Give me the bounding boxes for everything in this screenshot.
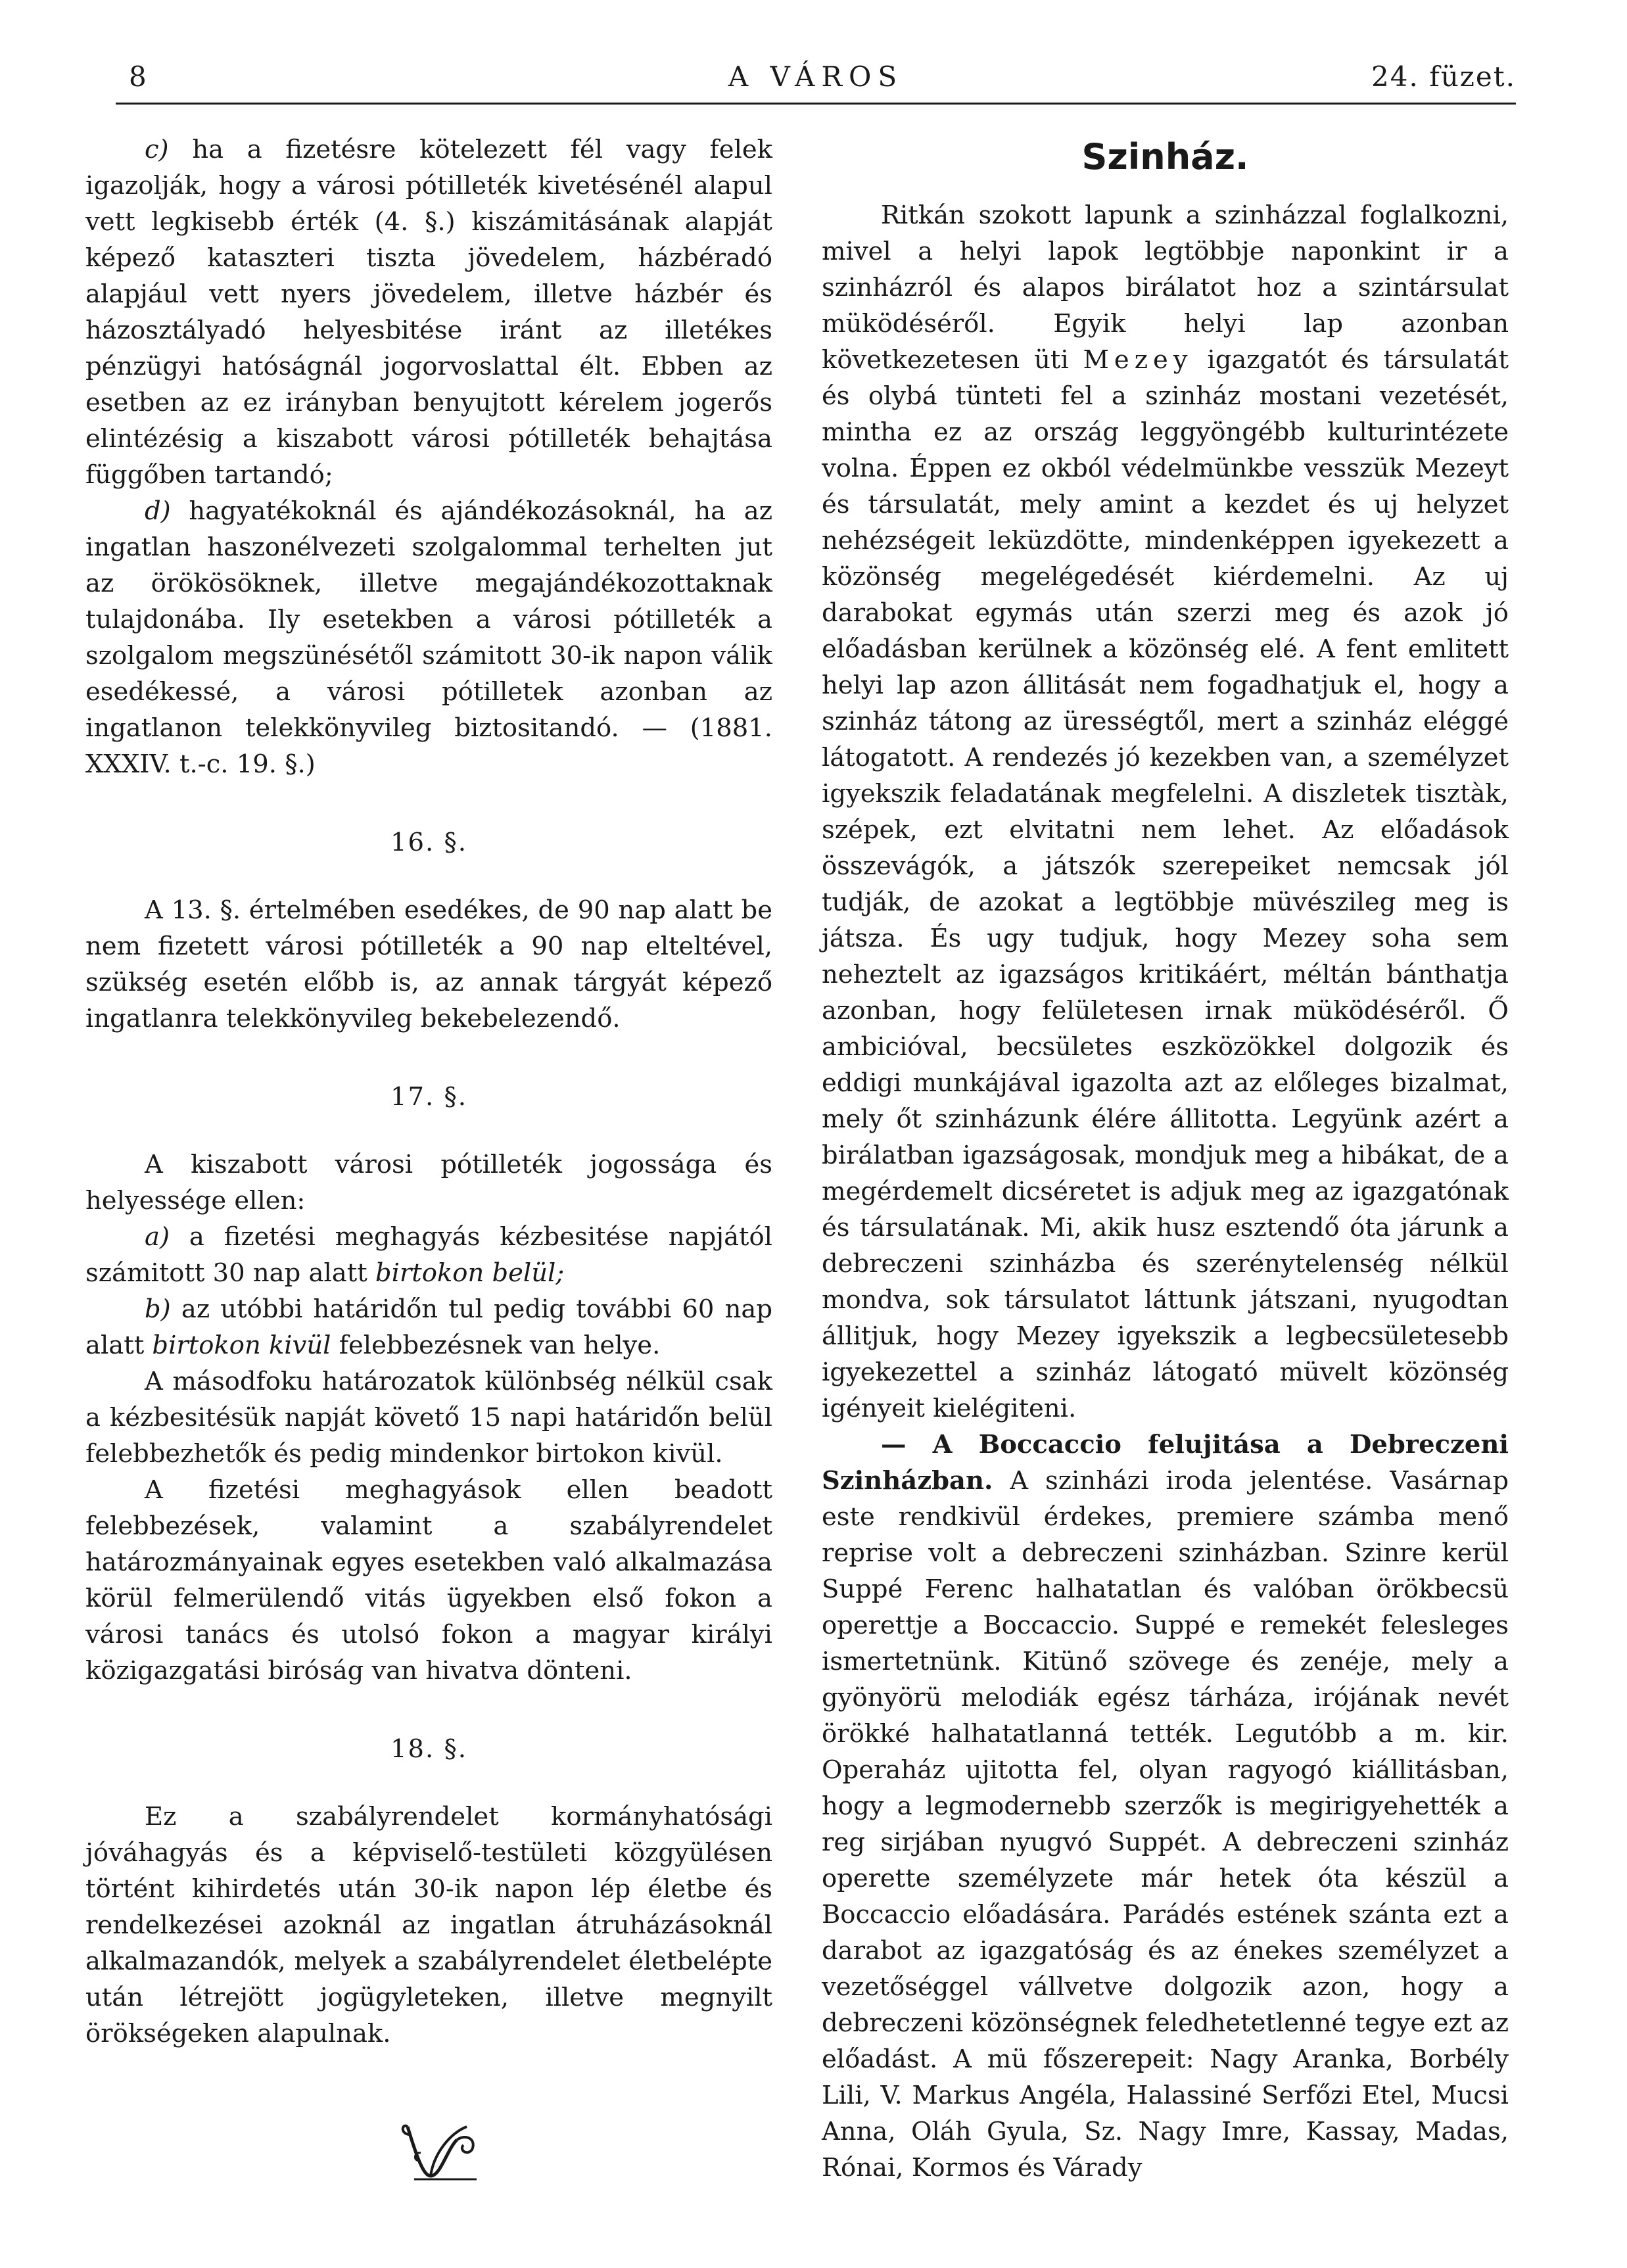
section-17-a-em: birtokon belül; xyxy=(375,1258,565,1288)
section-17-b xyxy=(85,1291,772,1363)
section-17-p2: A másodfoku határozatok különbség nélkül csak a kézbesitésük napját követő 15 napi határidőn belül felebbezhetők és pedig mindenkor birtokon kivül. xyxy=(85,1367,772,1469)
section-18-text: Ez a szabályrendelet kormányhatósági jóváhagyás és a képviselő-testületi közgyülésen történt kihirdetés után 30-ik napon lép életbe és rendelkezései azoknál az ingatlan átruházásoknál alkalmazandók, melyek a szabályrendelet életbelépte után létrejött jogügyleteken, illetve megnyilt örökségeken alapulnak. xyxy=(85,1802,772,2048)
section-17-p3: A fizetési meghagyások ellen beadott felebbezések, valamint a szabályrendelet határozmányainak egyes esetekben való alkalmazása körül felmerülendő vitás ügyekben első fokon a városi tanács és utolsó fokon a magyar királyi közigazgatási biróság van hivatva dönteni. xyxy=(85,1475,772,1686)
item-d-text: hagyatékoknál és ajándékozásoknál, ha az ingatlan haszonélvezeti szolgalommal terhelten jut az örökösöknek, illetve megajándékozottaknak tulajdonába. Ily esetekben a városi pótilleték a szolgalom megszünésétől számitott 30-ik napon válik esedékessé, a városi pótilletek azonban az ingatlanon telekkönyvileg biztositandó. — (1881. XXXIV. t.-c. 19. §.) xyxy=(85,496,772,779)
theatre-p1-b: igazgatót és társulatát és olybá tünteti fel a szinház mostani vezetését, mintha ez az ország leggyöngébb kulturintézete volna. Éppen ez okból védelmünkbe vesszük Mezeyt és társulatát, mely amint a kezdet és uj helyzet nehézségeit leküzdötte, mindenképpen igyekezett a közönség megelégedését kiérdemelni. Az uj darabokat egymás után szerzi meg és azok jó előadásban kerülnek a közönség elé. A fent emlitett helyi lap azon állitását nem fogadhatjuk el, hogy a szinház tátong az ürességtől, mert a szinház eléggé látogatott. A rendezés jó kezekben van, a személyzet igyekszik feladatának megfelelni. A diszletek tisztàk, szépek, ezt elvitatni nem lehet. Az előadások összevágók, a játszók szerepeiket nemcsak jól tudják, de azokat a legtöbbje müvészileg meg is játsza. És ugy tudjuk, hogy Mezey soha sem neheztelt az igazságos kritikáért, méltán bánthatja azonban, hogy felületesen irnak müködéséről. Ő ambicióval, becsületes eszközökkel dolgozik és eddigi munkájával igazolta azt az előleges bizalmat, mely őt szinházunk élére állitotta. Legyünk azért a birálatban igazságosak, mondjuk meg a hibákat, de a megérdemelt dicséretet is adjuk meg az igazgatónak és társulatának. Mi, akik husz esztendő óta járunk a debreczeni szinházba és szerénytelenség nélkül mondva, sok társulatot láttunk játszani, nyugodtan állitjuk, hogy Mezey igyekszik a legbecsületesebb igyekezettel a szinház látogató müvelt közönség igényeit kielégiteni. xyxy=(822,345,1509,1423)
section-17-title: 17. §. xyxy=(390,1082,467,1112)
section-17-b-label: b) xyxy=(145,1294,171,1324)
theatre-p1-name: Mezey xyxy=(1083,345,1193,375)
journal-title: A VÁROS xyxy=(728,60,904,93)
theatre-section-title: Szinház. xyxy=(1081,136,1249,177)
boccaccio-text: A szinházi iroda jelentése. Vasárnap este rendkivül érdekes, premiere számba menő reprise volt a debreczeni szinházban. Szinre kerül Suppé Ferenc halhatatlan és valóban örökbecsü operettje a Boccaccio. Suppé e remekét felesleges ismertetnünk. Kitünő szövege és zenéje, mely a gyönyörü melodiák egész tárháza, irójának nevét örökké halhatatlanná tették. Legutóbb a m. kir. Operaház ujitotta fel, olyan ragyogó kiállitásban, hogy a legmodernebb szerzők is megirigyehették a reg sirjában nyugvó Suppét. A debreczeni szinház operette személyzete már hetek óta készül a Boccaccio előadására. Parádés estének szánta ezt a darabot az igazgatóság és az énekes személyzet a vezetőséggel vállvetve dolgozik azon, hogy a debreczeni közönségnek feledhetetlenné tegye ezt az előadást. A mü főszerepeit: Nagy Aranka, Borbély Lili, V. Markus Angéla, Halassiné Serfőzi Etel, Mucsi Anna, Oláh Gyula, Sz. Nagy Imre, Kassay, Madas, Rónai, Kormos és Várady xyxy=(822,1466,1509,2183)
item-d-label: d) xyxy=(145,496,171,526)
page-number: 8 xyxy=(129,60,148,93)
section-18-title: 18. §. xyxy=(390,1734,467,1764)
section-17-a xyxy=(85,1219,772,1291)
section-16-text: A 13. §. értelmében esedékes, de 90 nap alatt be nem fizetett városi pótilleték a 90 nap elteltével, szükség esetén előbb is, az annak tárgyát képező ingatlanra telekkönyvileg bekebelezendő. xyxy=(85,895,772,1033)
boccaccio-paragraph xyxy=(822,1427,1509,2186)
theatre-p1-a: Ritkán szokott lapunk a szinházzal foglalkozni, mivel a helyi lapok legtöbbje naponkint ir a szinházról és alapos birálatot hoz a szintársulat müködéséről. Egyik helyi lap azonban következetesen üti xyxy=(822,201,1509,375)
boccaccio-heading: — A Boccaccio felujitása a Debreczeni Szinházban. xyxy=(822,1430,1509,1496)
issue-number: 24. füzet. xyxy=(1371,60,1516,93)
item-c-label: c) xyxy=(145,135,169,164)
item-c-text: ha a fizetésre kötelezett fél vagy felek igazolják, hogy a városi pótilleték kivetésénél alapul vett legkisebb érték (4. §.) kiszámitásának alapját képező kataszteri tiszta jövedelem, házbéradó alapjául vett nyers jövedelem, illetve házbér és házosztályadó helyesbitése iránt az illetékes pénzügyi hatóságnál jogorvoslattal élt. Ebben az esetben az ez irányban benyujtott kérelem jogerős elintézésig a kiszabott városi pótilleték behajtása függőben tartandó; xyxy=(85,135,772,490)
section-17-b-text1: az utóbbi határidőn tul pedig további 60 nap alatt xyxy=(85,1294,772,1360)
header-rule xyxy=(116,103,1516,105)
right-column xyxy=(822,131,1509,2186)
section-17-b-em: birtokon kivül xyxy=(152,1331,331,1360)
page-header xyxy=(116,60,1516,100)
section-17-b-text2: felebbezésnek van helye. xyxy=(339,1331,661,1360)
section-17-a-label: a) xyxy=(145,1222,170,1252)
section-17-a-text: a fizetési meghagyás kézbesitése napjától számitott 30 nap alatt xyxy=(85,1222,772,1288)
section-16-title: 16. §. xyxy=(390,828,467,857)
item-d xyxy=(85,493,772,782)
section-17-intro: A kiszabott városi pótilleték jogossága és helyessége ellen: xyxy=(85,1150,772,1216)
left-column xyxy=(85,131,772,2052)
item-c xyxy=(85,131,772,493)
theatre-paragraph-1 xyxy=(822,197,1509,1427)
fleuron-ornament-icon xyxy=(394,2114,486,2186)
